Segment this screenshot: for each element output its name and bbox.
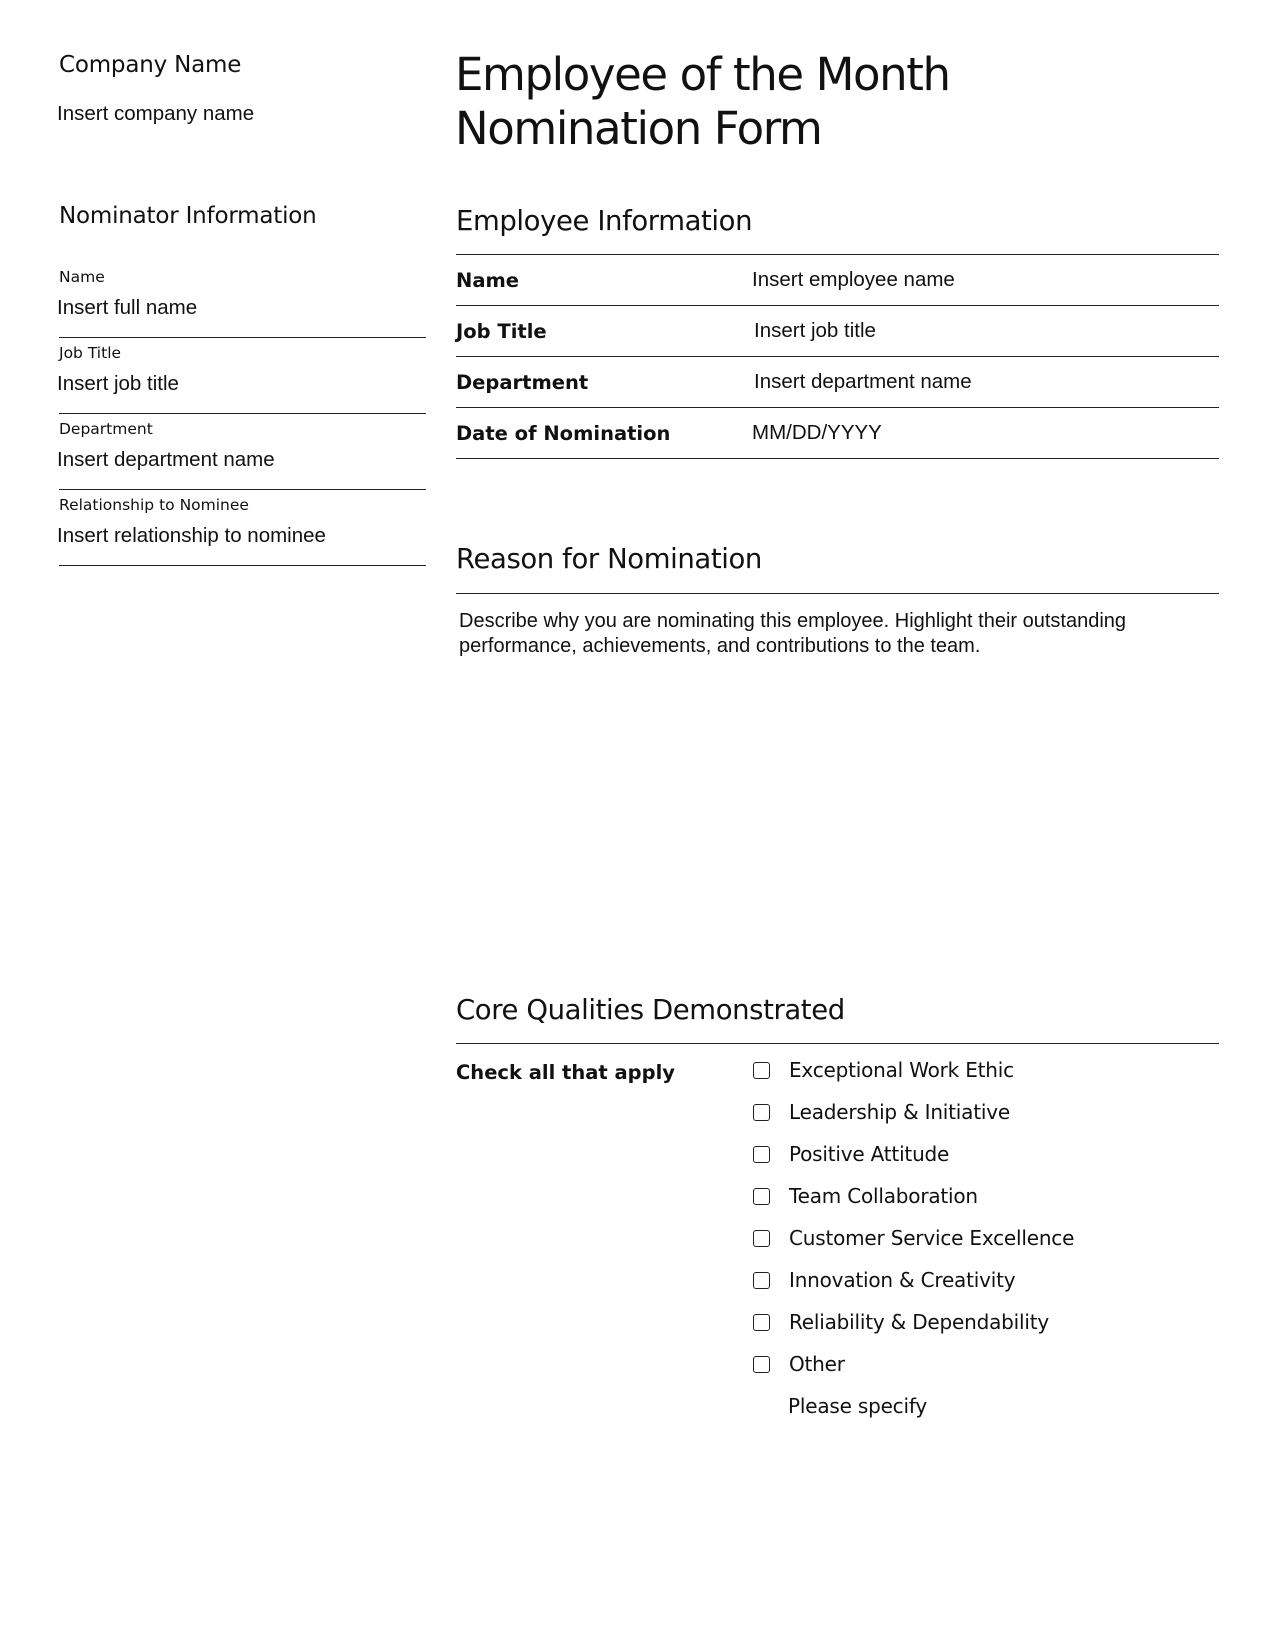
page-title — [455, 48, 1215, 156]
nominator-relationship-input[interactable]: Insert relationship to nominee — [57, 524, 326, 547]
employee-job-title-label: Job Title — [456, 320, 547, 343]
employee-department-label: Department — [456, 371, 589, 394]
other-specify-field[interactable]: Please specify — [788, 1394, 927, 1418]
checkbox[interactable] — [753, 1104, 770, 1121]
employee-name-row — [456, 255, 1219, 306]
page-title-line-2: Nomination Form — [455, 102, 822, 155]
qualities-checklist — [753, 1058, 1213, 1394]
nominator-department-input[interactable]: Insert department name — [57, 448, 275, 471]
reason-text-area[interactable]: Describe why you are nominating this employee. Highlight their outstanding performance, achievements, and contributions to the team. — [459, 610, 1127, 657]
nominator-department-field — [59, 420, 426, 490]
quality-option[interactable] — [753, 1226, 1213, 1268]
quality-option-label: Innovation & Creativity — [789, 1268, 1016, 1292]
page-title-line-1: Employee of the Month — [455, 48, 950, 101]
nominator-department-label: Department — [59, 420, 153, 438]
checkbox[interactable] — [753, 1146, 770, 1163]
employee-information-heading: Employee Information — [456, 205, 753, 237]
core-qualities-heading: Core Qualities Demonstrated — [456, 994, 845, 1026]
checkbox[interactable] — [753, 1272, 770, 1289]
quality-option-label: Team Collaboration — [789, 1184, 978, 1208]
nominator-information-heading: Nominator Information — [59, 203, 317, 229]
reason-section-divider — [456, 593, 1219, 594]
company-name-field[interactable]: Insert company name — [57, 102, 255, 125]
nominator-job-title-input[interactable]: Insert job title — [57, 372, 179, 395]
nominator-name-label: Name — [59, 268, 105, 286]
qualities-section-divider — [456, 1043, 1219, 1044]
quality-option-label: Exceptional Work Ethic — [789, 1058, 1014, 1082]
quality-option[interactable] — [753, 1268, 1213, 1310]
quality-option-label: Positive Attitude — [789, 1142, 950, 1166]
quality-option[interactable] — [753, 1100, 1213, 1142]
nominator-name-input[interactable]: Insert full name — [57, 296, 198, 319]
employee-name-label: Name — [456, 269, 520, 292]
employee-department-input[interactable]: Insert department name — [754, 370, 972, 393]
quality-option-label: Other — [789, 1352, 845, 1376]
quality-option-other[interactable] — [753, 1352, 1213, 1394]
nominator-relationship-field — [59, 496, 426, 566]
quality-option[interactable] — [753, 1142, 1213, 1184]
nomination-date-input[interactable]: MM/DD/YYYY — [752, 421, 882, 444]
check-all-instruction: Check all that apply — [456, 1061, 675, 1084]
quality-option[interactable] — [753, 1184, 1213, 1226]
reason-for-nomination-heading: Reason for Nomination — [456, 543, 762, 575]
quality-option[interactable] — [753, 1310, 1213, 1352]
nominator-job-title-field — [59, 344, 426, 414]
nominator-job-title-label: Job Title — [59, 344, 122, 362]
quality-option-label: Customer Service Excellence — [789, 1226, 1075, 1250]
company-name-heading: Company Name — [59, 52, 242, 78]
checkbox[interactable] — [753, 1062, 770, 1079]
employee-job-title-row — [456, 306, 1219, 357]
nomination-date-row — [456, 408, 1219, 459]
checkbox[interactable] — [753, 1230, 770, 1247]
quality-option[interactable] — [753, 1058, 1213, 1100]
employee-job-title-input[interactable]: Insert job title — [754, 319, 876, 342]
nomination-date-label: Date of Nomination — [456, 422, 671, 445]
employee-name-input[interactable]: Insert employee name — [752, 268, 955, 291]
quality-option-label: Reliability & Dependability — [789, 1310, 1050, 1334]
checkbox[interactable] — [753, 1356, 770, 1373]
employee-department-row — [456, 357, 1219, 408]
nominator-relationship-label: Relationship to Nominee — [59, 496, 249, 514]
nominator-name-field — [59, 268, 426, 338]
quality-option-label: Leadership & Initiative — [789, 1100, 1010, 1124]
checkbox[interactable] — [753, 1314, 770, 1331]
checkbox[interactable] — [753, 1188, 770, 1205]
